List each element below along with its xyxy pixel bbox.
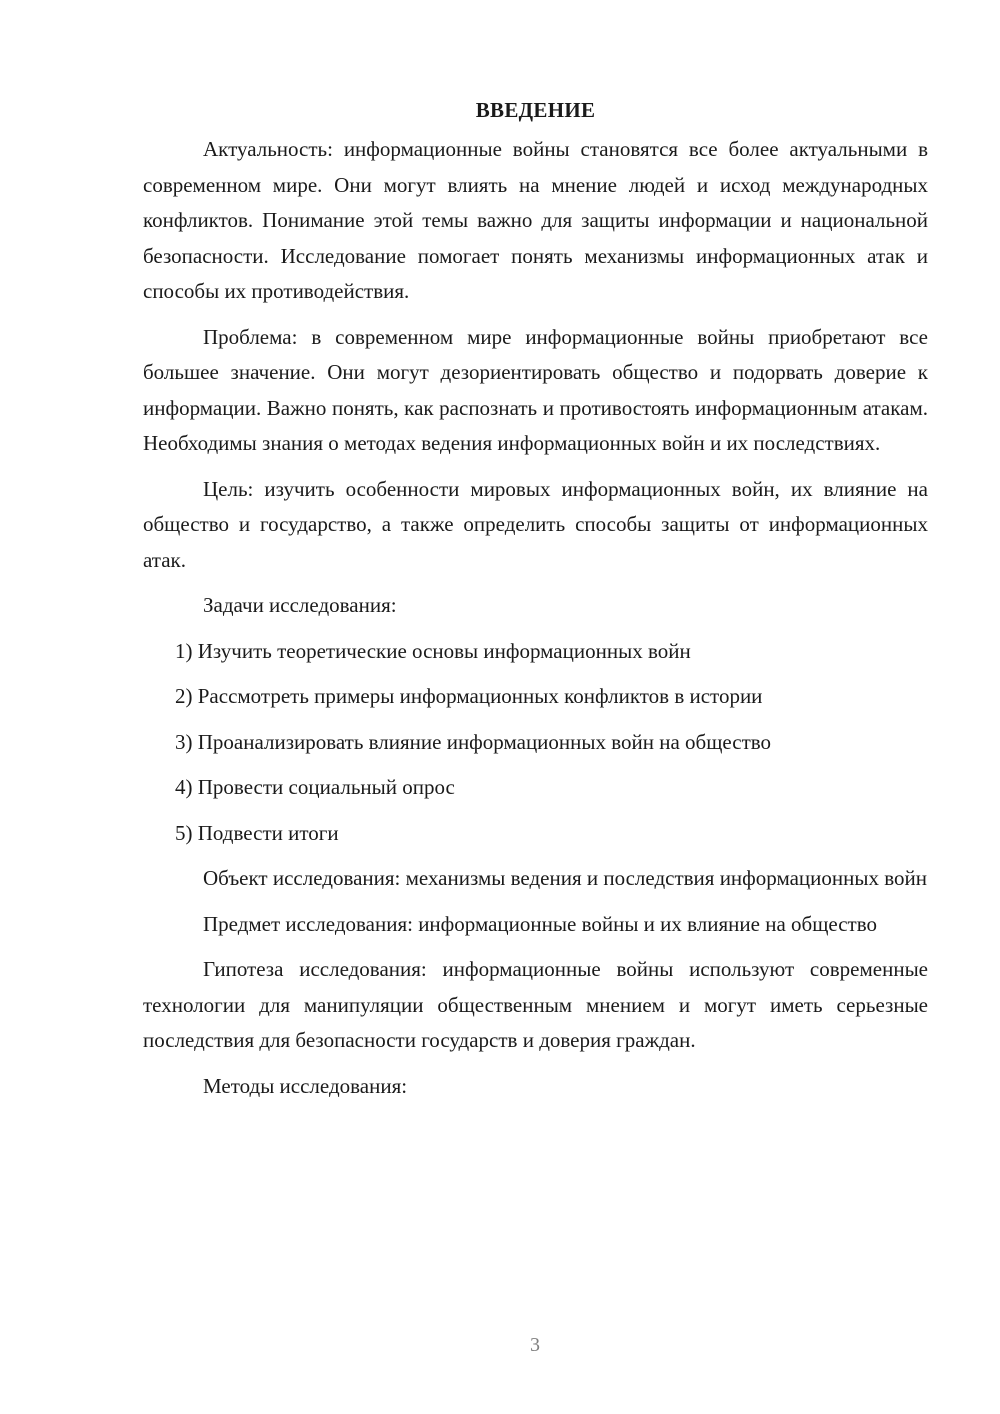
document-page xyxy=(143,96,928,1114)
page-number: 3 xyxy=(530,1334,540,1356)
list-item: 1) Изучить теоретические основы информационных войн xyxy=(175,638,691,663)
tasks-heading: Задачи исследования: xyxy=(203,593,397,617)
paragraph-goal: Цель: изучить особенности мировых информационных войн, их влияние на общество и государство, а также определить способы защиты от информационных атак. xyxy=(143,476,928,572)
list-item: 3) Проанализировать влияние информационных войн на общество xyxy=(175,729,772,754)
paragraph-problem: Проблема: в современном мире информационные войны приобретают все большее значение. Они могут дезориентировать общество и подорвать доверие к информации. Важно понять, как распознать и противостоять информационным атакам. Необходимы знания о методах ведения информационных войн и их последствиях. xyxy=(143,324,928,455)
paragraph-hypothesis: Гипотеза исследования: информационные войны используют современные технологии для манипуляции общественным мнением и могут иметь серьезные последствия для безопасности государств и доверия граждан. xyxy=(143,957,928,1052)
list-item: 4) Провести социальный опрос xyxy=(175,775,455,799)
list-item: 2) Рассмотреть примеры информационных конфликтов в истории xyxy=(175,684,763,708)
paragraph-object: Объект исследования: механизмы ведения и последствия информационных войн xyxy=(203,866,927,890)
methods-heading: Методы исследования: xyxy=(203,1073,408,1098)
paragraph-relevance: Актуальность: информационные войны становятся все более актуальными в современном мире. Они могут влиять на мнение людей и исход международных конфликтов. Понимание этой темы важно для защиты информации и национальной безопасности. Исследование помогает понять механизмы информационных атак и способы их противодействия. xyxy=(143,137,928,303)
list-item: 5) Подвести итоги xyxy=(175,820,339,845)
section-title: ВВЕДЕНИЕ xyxy=(475,98,596,122)
paragraph-subject: Предмет исследования: информационные войны и их влияние на общество xyxy=(203,911,877,936)
tasks-list xyxy=(143,634,928,852)
